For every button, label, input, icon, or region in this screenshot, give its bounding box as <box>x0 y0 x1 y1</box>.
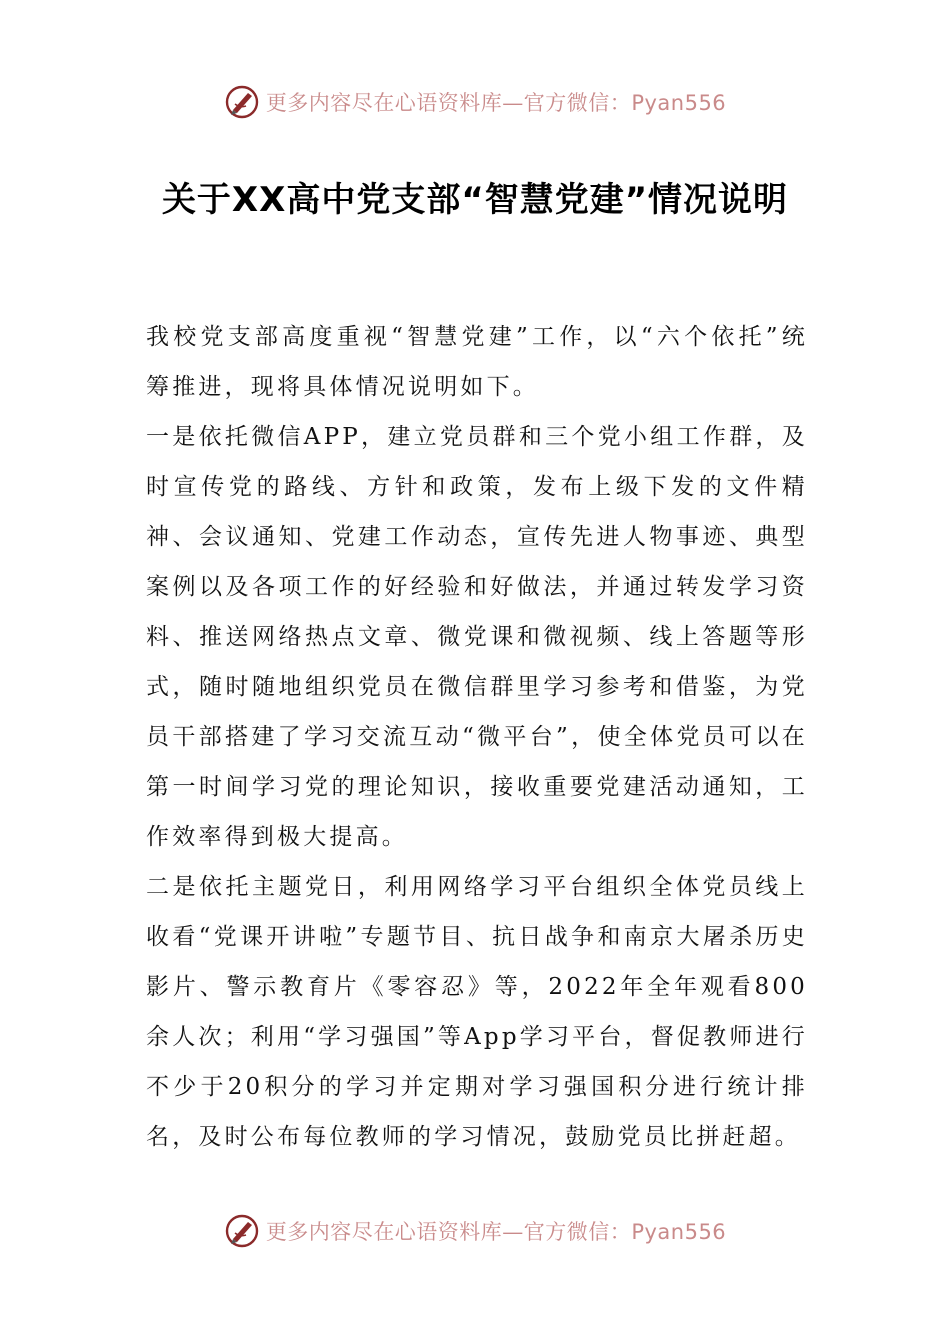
watermark-text: 更多内容尽在心语资料库—官方微信：Pyan556 <box>265 91 727 115</box>
watermark-text: 更多内容尽在心语资料库—官方微信：Pyan556 <box>265 1220 727 1244</box>
watermark-wechat-id: Pyan556 <box>631 1220 727 1244</box>
watermark-wechat-id: Pyan556 <box>631 91 727 115</box>
paragraph-intro: 我校党支部高度重视“智慧党建”工作，以“六个依托”统筹推进，现将具体情况说明如下。 <box>146 324 808 400</box>
document-body <box>146 312 808 1162</box>
paragraph-wechat: 一是依托微信APP，建立党员群和三个党小组工作群，及时宣传党的路线、方针和政策，发布上级下发的文件精神、会议通知、党建工作动态，宣传先进人物事迹、典型案例以及各项工作的好经验和好做法，并通过转发学习资料、推送网络热点文章、微党课和微视频、线上答题等形式，随时随地组织党员在微信群里学习参考和借鉴，为党员干部搭建了学习交流互动“微平台”，使全体党员可以在第一时间学习党的理论知识，接收重要党建活动通知，工作效率得到极大提高。 <box>146 424 808 850</box>
pen-circle-logo-icon <box>224 84 260 120</box>
pen-circle-logo-icon <box>224 1213 260 1249</box>
document-title: 关于XX高中党支部“智慧党建”情况说明 <box>161 180 789 220</box>
watermark-header <box>0 82 950 122</box>
watermark-footer <box>0 1211 950 1251</box>
paragraph-theme-day: 二是依托主题党日，利用网络学习平台组织全体党员线上收看“党课开讲啦”专题节目、抗日战争和南京大屠杀历史影片、警示教育片《零容忍》等，2022年全年观看800余人次；利用“学习强国”等App学习平台，督促教师进行不少于20积分的学习并定期对学习强国积分进行统计排名，及时公布每位教师的学习情况，鼓励党员比拼赶超。 <box>146 874 808 1150</box>
